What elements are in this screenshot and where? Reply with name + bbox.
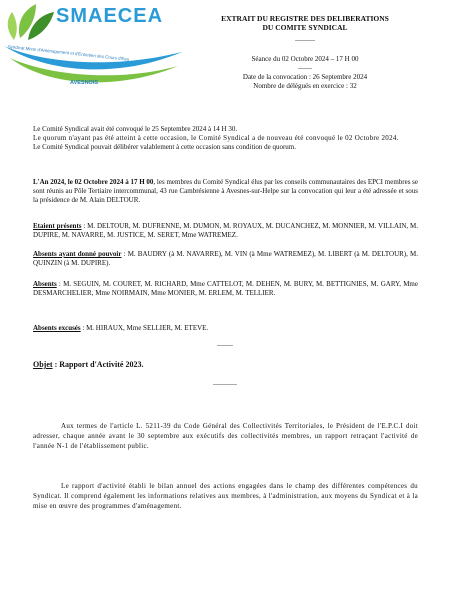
subject-line	[33, 360, 418, 369]
presents-label: Etaient présents	[33, 222, 82, 230]
logo-title: SMAECEA	[56, 5, 164, 27]
body-paragraph-1: Aux termes de l'article L. 5211-39 du Code Général des Collectivités Territoriales, le Président de l'E.P.C.I doit adresser, chaque année avant le 30 septembre aux exécutifs des collectivités membres, un rapport retraçant l'activité de l'année N-1 de l'établissement public.	[33, 422, 418, 450]
absents-label: Absents	[33, 280, 57, 288]
session-date: L'An 2024, le 02 Octobre 2024 à 17 H 00	[33, 178, 154, 186]
header-separator-1: ----------	[295, 38, 315, 44]
absents-list: : M. SEGUIN, M. COURET, M. RICHARD, Mme CATTELOT, M. DEHEN, M. BURY, M. BETTIGNIES, M. GARY, Mme DESMARCHELIER, Mme NOIRMAIN, Mme MONIER, M. ERLEM, M. TELLIER.	[33, 280, 418, 297]
proxies-paragraph	[33, 250, 418, 268]
register-header	[205, 14, 405, 91]
excused-list: : M. HIRAUX, Mme SELLIER, M. ETEVE.	[80, 324, 209, 332]
proxies-label: Absents ayant donné pouvoir	[33, 250, 122, 258]
header-separator-2: -------	[298, 66, 312, 72]
subject-text: : Rapport d'Activité 2023.	[52, 360, 144, 369]
delegates-count: Nombre de délégués en exercice : 32	[253, 82, 357, 90]
header-title-2: DU COMITE SYNDICAL	[262, 23, 348, 32]
convocation-date: Date de la convocation : 26 Septembre 2024	[242, 73, 368, 81]
logo-subtitle: Syndicat Mixte d'Aménagement et d'Entretien des Cours d'Eau	[7, 44, 130, 62]
intro-line-3: Le Comité Syndical pouvait délibérer valablement à cette occasion sans condition de quorum.	[33, 143, 297, 151]
intro-line-2: Le quorum n'ayant pas été atteint à cette occasion, le Comité Syndical a de nouveau été convoqué le 02 Octobre 2024.	[33, 134, 399, 142]
presents-list: : M. DELTOUR, M. DUFRENNE, M. DUMON, M. ROYAUX, M. DUCANCHEZ, M. MONNIER, M. VILLAIN, M. DUPIRE, M. NAVARRE, M. JUSTICE, M. SERET, Mme WATREMEZ.	[33, 222, 418, 239]
excused-label: Absents excusés	[33, 324, 81, 332]
excused-paragraph	[33, 324, 418, 333]
smaecea-logo	[0, 0, 185, 95]
subject-label: Objet	[33, 360, 53, 369]
presents-paragraph	[33, 222, 418, 240]
intro-line-1: Le Comité Syndical avait été convoqué le 25 Septembre 2024 à 14 H 30.	[33, 125, 238, 133]
logo-place: AVESNOIS	[70, 80, 99, 86]
intro-block	[33, 125, 418, 152]
proxies-list: : M. BAUDRY (à M. NAVARRE), M. VIN (à Mme WATREMEZ), M. LIBERT (à M. DELTOUR), M. QUINZIN (à M. DUPIRE).	[33, 250, 418, 267]
absents-paragraph	[33, 280, 418, 298]
separator-3: --------	[217, 343, 233, 349]
separator-4: ------------	[213, 382, 237, 388]
body-paragraph-2: Le rapport d'activité établi le bilan annuel des actions engagées dans le champ des différentes compétences du Syndicat. Il comprend également les informations relatives aux membres, à l'administration, aux moyens du Syndicat et à la mise en œuvre des programmes d'aménagement.	[33, 482, 418, 510]
seance-date: Séance du 02 Octobre 2024 – 17 H 00	[251, 55, 359, 63]
session-text: , les membres du Comité Syndical élus par les conseils communautaires des EPCI membres se sont réunis au Pôle Tertiaire intercommunal, 43 rue Cambrésienne à Avesnes-sur-Helpe sur la convocation qui leur a été adressée et sous la présidence de M. Alain DELTOUR.	[33, 178, 419, 204]
session-paragraph	[33, 178, 418, 205]
header-title-1: EXTRAIT DU REGISTRE DES DELIBERATIONS	[221, 14, 389, 23]
